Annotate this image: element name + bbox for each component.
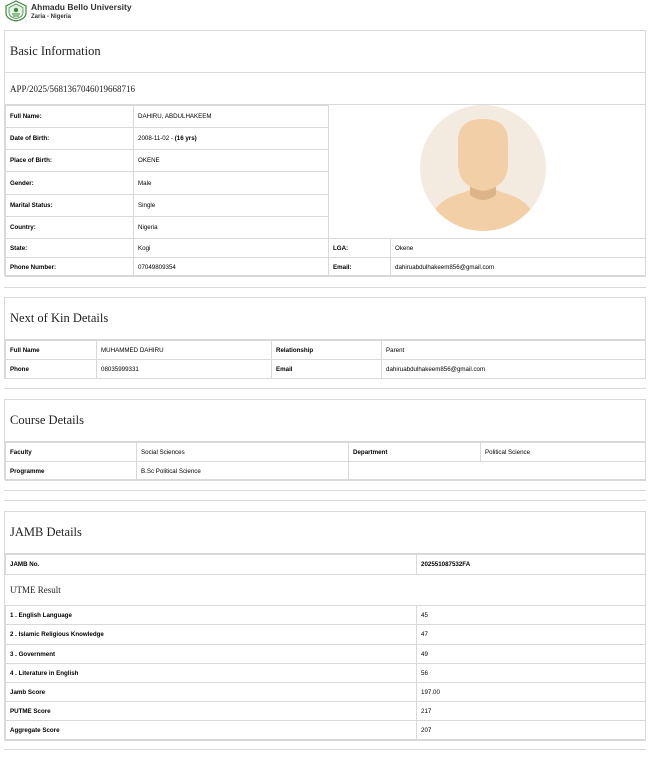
table-row: [6, 128, 329, 150]
pob-label: Place of Birth:: [6, 150, 134, 172]
nok-name-value: MUHAMMED DAHIRU: [97, 341, 272, 360]
basic-info-bottom-table: [5, 238, 646, 277]
course-details-panel: [4, 399, 646, 480]
next-of-kin-title: Next of Kin Details: [10, 311, 109, 325]
jamb-details-panel: [4, 511, 646, 741]
table-row: [6, 721, 646, 740]
table-row: [6, 217, 329, 239]
table-row: [6, 106, 329, 128]
table-row: [6, 239, 646, 258]
nok-phone-value: 08035999331: [97, 360, 272, 379]
divider: [4, 500, 646, 501]
marital-label: Marital Status:: [6, 195, 134, 217]
nok-email-value: dahiruabdulhakeem856@gmail.com: [382, 360, 646, 379]
table-row: [6, 462, 646, 481]
state-label: State:: [6, 239, 134, 258]
subject-name: 1 . English Language: [6, 606, 417, 625]
jamb-no-label: JAMB No.: [6, 555, 417, 575]
putme-score-value: 217: [417, 702, 646, 721]
aggregate-score-label: Aggregate Score: [6, 721, 417, 740]
divider: [4, 388, 646, 389]
abu-crest-icon: [4, 0, 28, 22]
jamb-number-table: [5, 554, 646, 575]
department-value: Political Science: [481, 443, 646, 462]
table-row: [6, 625, 646, 645]
divider: [4, 490, 646, 491]
programme-label: Programme: [6, 462, 137, 481]
table-row: [6, 443, 646, 462]
subject-score: 45: [417, 606, 646, 625]
utme-result-table: [5, 605, 646, 740]
basic-info-table: [5, 105, 329, 239]
faculty-value: Social Sciences: [137, 443, 349, 462]
jamb-no-value: 202551087532FA: [417, 555, 646, 575]
subject-score: 49: [417, 645, 646, 664]
university-location: Zaria - Nigeria: [31, 14, 72, 20]
gender-value: Male: [134, 172, 329, 195]
programme-value: B.Sc Political Science: [137, 462, 349, 481]
lga-label: LGA:: [329, 239, 391, 258]
putme-score-label: PUTME Score: [6, 702, 417, 721]
university-name: Ahmadu Bello University: [31, 2, 132, 12]
subject-name: 4 . Literature in English: [6, 664, 417, 683]
course-details-title: Course Details: [10, 413, 84, 427]
full-name-label: Full Name:: [6, 106, 134, 128]
nok-email-label: Email: [272, 360, 382, 379]
pob-value: OKENE: [134, 150, 329, 172]
email-label: Email:: [329, 258, 391, 277]
next-of-kin-panel: [4, 297, 646, 379]
full-name-value: DAHIRU, ABDULHAKEEM: [134, 106, 329, 128]
dob-value: [134, 128, 329, 150]
basic-info-panel: [4, 30, 646, 276]
table-row: [6, 195, 329, 217]
table-row: [6, 360, 646, 379]
country-value: Nigeria: [134, 217, 329, 239]
table-row: [6, 172, 329, 195]
table-row: [6, 664, 646, 683]
table-row: [6, 606, 646, 625]
next-of-kin-table: [5, 340, 646, 379]
subject-name: 3 . Government: [6, 645, 417, 664]
aggregate-score-value: 207: [417, 721, 646, 740]
table-row: [6, 683, 646, 702]
jamb-details-title: JAMB Details: [10, 525, 82, 539]
subject-score: 47: [417, 625, 646, 645]
country-label: Country:: [6, 217, 134, 239]
faculty-label: Faculty: [6, 443, 137, 462]
gender-label: Gender:: [6, 172, 134, 195]
table-row: [6, 258, 646, 277]
person-silhouette-icon: [420, 105, 546, 231]
subject-score: 56: [417, 664, 646, 683]
empty-cell: [349, 462, 646, 481]
subject-name: 2 . Islamic Religious Knowledge: [6, 625, 417, 645]
lga-value: Okene: [391, 239, 646, 258]
state-value: Kogi: [134, 239, 329, 258]
department-label: Department: [349, 443, 481, 462]
course-details-table: [5, 442, 646, 481]
divider: [4, 749, 646, 750]
table-row: [6, 341, 646, 360]
jamb-score-label: Jamb Score: [6, 683, 417, 702]
table-row: [6, 555, 646, 575]
application-number: APP/2025/5681367046019668716: [10, 83, 136, 94]
phone-value: 07049809354: [134, 258, 329, 277]
dob-label: Date of Birth:: [6, 128, 134, 150]
table-row: [6, 702, 646, 721]
page-header: [0, 0, 654, 24]
jamb-score-value: 197.00: [417, 683, 646, 702]
dob-date: 2008-11-02 -: [138, 135, 175, 142]
avatar: [420, 105, 546, 231]
phone-label: Phone Number:: [6, 258, 134, 277]
table-row: [6, 150, 329, 172]
utme-result-title: UTME Result: [10, 584, 61, 595]
basic-info-title: Basic Information: [10, 44, 101, 58]
divider: [4, 287, 646, 288]
nok-phone-label: Phone: [6, 360, 97, 379]
marital-value: Single: [134, 195, 329, 217]
nok-name-label: Full Name: [6, 341, 97, 360]
dob-age: (16 yrs): [174, 135, 197, 142]
nok-relationship-value: Parent: [382, 341, 646, 360]
email-value: dahiruabdulhakeem856@gmail.com: [391, 258, 646, 277]
nok-relationship-label: Relationship: [272, 341, 382, 360]
table-row: [6, 645, 646, 664]
